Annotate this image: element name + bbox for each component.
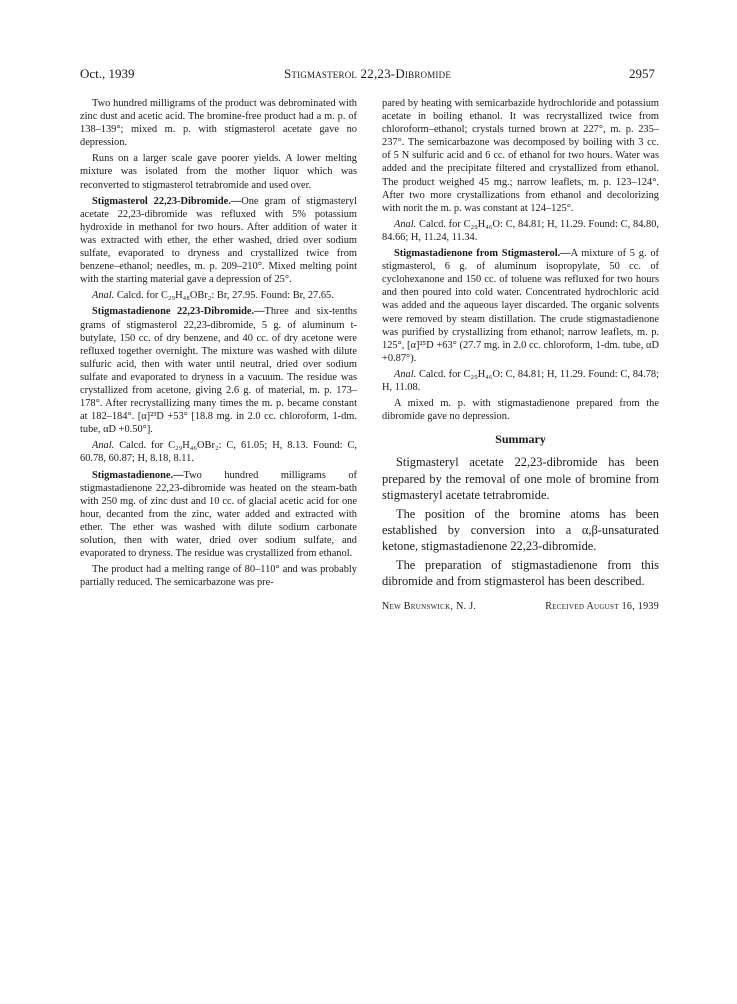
paragraph-stigmastadienone — [80, 469, 357, 561]
summary-paragraph: Stigmasteryl acetate 22,23-dibromide has been prepared by the removal of one mole of bromine from stigmasteryl acetate tetrabromide. — [382, 455, 659, 503]
paragraph-mixed-mp: A mixed m. p. with stigmastadienone prepared from the dibromide gave no depression. — [382, 398, 659, 423]
analysis-values: Calcd. for C₂₉H₄₆OBr₂: C, 61.05; H, 8.13. Found: C, 60.78, 60.87; H, 8.18, 8.11. — [80, 440, 357, 465]
analysis-line — [382, 368, 659, 394]
paragraph-debromination: Two hundred milligrams of the product was debrominated with zinc dust and acetic acid. The bromine-free product had a m. p. of 138–139°; mixed m. p. with stigmasterol acetate gave no depression. — [80, 98, 357, 149]
section-heading: Stigmastadienone.— — [92, 469, 184, 481]
author-location: New Brunswick, N. J. — [382, 600, 477, 612]
analysis-values: Calcd. for C₂₉H₄₆O: C, 84.81; H, 11.29. Found: C, 84.80, 84.66; H, 11.24, 11.34. — [382, 218, 659, 243]
article-footer — [382, 600, 659, 613]
analysis-label: Anal. — [92, 290, 115, 302]
analysis-line — [382, 218, 659, 244]
running-header — [80, 66, 655, 86]
paragraph-body: One gram of stigmasteryl acetate 22,23-dibromide was refluxed with 5% potassium hydroxide in methanol for two hours. After addition of water it was extracted with ether, the ether washed, dried over sodium sulfate, evaporated to dryness and crystallized twice from benzene–ethanol; needles, m. p. 209–210°. Mixed melting point with the starting material gave a depression of 25°. — [80, 195, 357, 286]
analysis-values: Calcd. for C₂₉H₄₈OBr₂: Br, 27.95. Found: Br, 27.65. — [114, 290, 334, 302]
left-column — [80, 97, 357, 589]
analysis-label: Anal. — [92, 440, 115, 452]
right-column — [382, 97, 659, 613]
analysis-label: Anal. — [394, 368, 417, 380]
paragraph-stigmasterol-dibromide — [80, 195, 357, 287]
summary-heading: Summary — [495, 432, 546, 447]
paragraph-body: Three and six-tenths grams of stigmasterol 22,23-dibromide, 5 g. of aluminum t-butylate, 150 cc. of dry benzene, and 40 cc. of dry acetone were refluxed together overnight. The mixture was washed with dilute sulfuric acid, then with water until neutral, dried over sodium sulfate and evaporated to dryness in a vacuum. The residue was crystallized from acetone, giving 2.6 g. of material, m. p. 173–178°. After recrystallizing many times the m. p. became constant at 182–184°. [α]²³D +53° [18.8 mg. in 2.0 cc. chloroform, 1-dm. tube, αD +0.50°]. — [80, 306, 357, 436]
running-title: Stigmasterol 22,23-Dibromide — [283, 66, 452, 81]
paragraph-body: Two hundred milligrams of stigmastadienone 22,23-dibromide was heated on the steam-bath with 250 mg. of zinc dust and 10 cc. of glacial acetic acid for one hour, decanted from the zinc, water added and extracted with ether. The ether was washed with dilute sodium carbonate solution, then with water, dried over sodium sulfate, and evaporated to dryness. The residue was crystallized from ethanol. — [80, 469, 357, 560]
paragraph-stigmastadienone-dibromide — [80, 305, 357, 436]
analysis-line — [80, 289, 357, 302]
analysis-line — [80, 439, 357, 465]
section-heading: Stigmasterol 22,23-Dibromide.— — [92, 195, 242, 207]
analysis-label: Anal. — [394, 218, 417, 230]
paragraph-semicarbazone: pared by heating with semicarbazide hydrochloride and potassium acetate in boiling ethanol. It was recrystallized twice from chloroform–ethanol; crystals turned brown at 227°, m. p. 235–237°. The semicarbazone was decomposed by boiling with 3 cc. of 5 N sulfuric acid and 6 cc. of ethanol for two hours. Water was added and the precipitate filtered and crystallized from ethanol. The product weighed 45 mg.; narrow leaflets, m. p. 123–124°. After two more crystallizations from ethanol and decolorizing with norit the m. p. was constant at 124–125°. — [382, 98, 659, 214]
paragraph-stigmastadienone-from-stigmasterol — [382, 247, 659, 365]
summary-paragraph: The position of the bromine atoms has been established by conversion into a α,β-unsaturated ketone, stigmastadienone 22,23-dibromide. — [382, 506, 659, 554]
paragraph-product-melting: The product had a melting range of 80–110° and was probably partially reduced. The semicarbazone was pre- — [80, 564, 357, 589]
paragraph-larger-scale: Runs on a larger scale gave poorer yields. A lower melting mixture was isolated from the mother liquor which was reconverted to stigmasterol tetrabromide and used over. — [80, 153, 357, 191]
section-heading: Stigmastadienone from Stigmasterol.— — [394, 248, 571, 260]
summary-paragraph: The preparation of stigmastadienone from this dibromide and from stigmasterol has been described. — [382, 557, 659, 589]
received-date: Received August 16, 1939 — [545, 600, 659, 612]
issue-date: Oct., 1939 — [80, 66, 135, 81]
paragraph-body: A mixture of 5 g. of stigmasterol, 6 g. of aluminum isopropylate, 50 cc. of cyclohexanone and 150 cc. of toluene was refluxed for two hours and then poured into cold water. Concentrated hydrochloric acid was added and the aqueous layer discarded. The organic solvents were removed by steam distillation. The crude stigmastadienone was purified by crystallizing from ethanol; narrow leaflets, m. p. 125°, [α]²⁵D +63° (27.7 mg. in 2.0 cc. chloroform, 1-dm. tube, αD +0.87°). — [382, 248, 659, 364]
section-heading: Stigmastadienone 22,23-Dibromide.— — [92, 306, 265, 318]
analysis-values: Calcd. for C₂₉H₄₆O: C, 84.81; H, 11.29. Found: C, 84.78; H, 11.08. — [382, 368, 659, 393]
page-number: 2957 — [629, 66, 655, 81]
